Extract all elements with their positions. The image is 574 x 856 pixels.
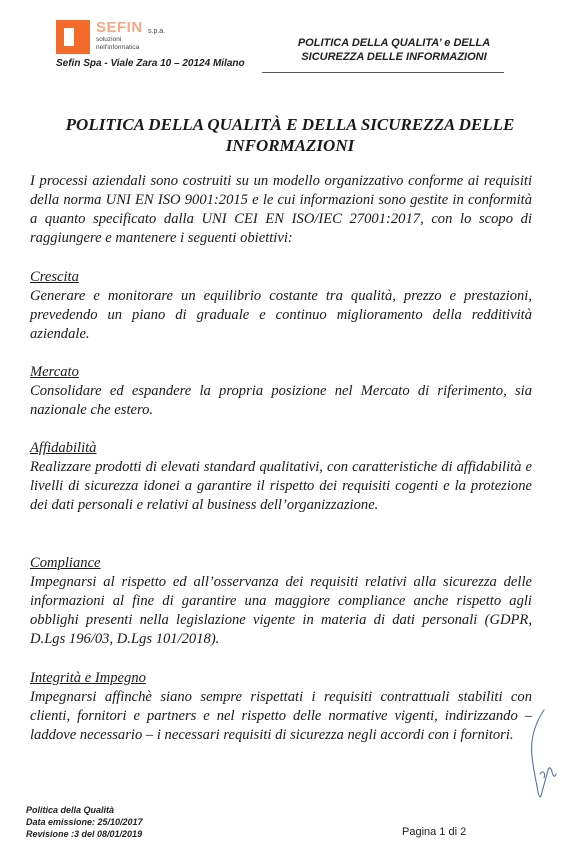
header-divider bbox=[262, 72, 504, 73]
section-heading: Mercato bbox=[30, 364, 79, 380]
page-title bbox=[40, 114, 540, 156]
header-title-line-2: SICUREZZA DELLE INFORMAZIONI bbox=[301, 51, 487, 63]
objective-section-crescita bbox=[30, 268, 532, 344]
footer-issue-date: Data emissione: 25/10/2017 bbox=[26, 817, 143, 827]
section-body: Impegnarsi al rispetto ed all’osservanza dei requisiti relativi alla sicurezza delle informazioni al fine di garantire una maggiore compliance anche rispetto agli obblighi presenti nella legislazione vigente in materia di dati personali (GDPR, D.Lgs 196/03, D.Lgs 101/2018). bbox=[30, 574, 532, 647]
page-title-line-1: POLITICA DELLA QUALITÀ E DELLA SICUREZZA DELLE bbox=[65, 115, 515, 134]
objective-section-integrita bbox=[30, 669, 532, 745]
section-body: Generare e monitorare un equilibrio costante tra qualità, prezzo e prestazioni, prevedendo un piano di graduale e continuo miglioramento della redditività aziendale. bbox=[30, 288, 532, 342]
document-footer-info bbox=[26, 804, 143, 840]
company-address: Sefin Spa - Viale Zara 10 – 20124 Milano bbox=[56, 58, 245, 69]
company-logo-mark bbox=[56, 20, 90, 54]
objective-section-compliance bbox=[30, 554, 532, 649]
intro-paragraph: I processi aziendali sono costruiti su un modello organizzativo conforme ai requisiti della norma UNI EN ISO 9001:2015 e le cui informazioni sono gestite in conformità a quanto specificato dalla UNI CEI EN ISO/IEC 27001:2017, con lo scopo di raggiungere e mantenere i seguenti obiettivi: bbox=[30, 173, 532, 246]
objective-section-affidabilita bbox=[30, 439, 532, 515]
page-number: Pagina 1 di 2 bbox=[402, 826, 467, 838]
page-title-line-2: INFORMAZIONI bbox=[225, 136, 355, 155]
objective-section-mercato bbox=[30, 363, 532, 420]
company-logo-spa: s.p.a. bbox=[148, 28, 166, 35]
section-heading: Compliance bbox=[30, 555, 101, 571]
header-title-line-1: POLITICA DELLA QUALITA’ e DELLA bbox=[297, 37, 491, 49]
company-logo-tagline-1: soluzioni bbox=[96, 36, 122, 43]
header-title bbox=[264, 36, 524, 64]
company-logo-tagline-2: nell'informatica bbox=[96, 44, 140, 51]
company-logo-name: SEFIN bbox=[96, 19, 143, 36]
footer-revision: Revisione :3 del 08/01/2019 bbox=[26, 829, 143, 839]
footer-doc-name: Politica della Qualità bbox=[26, 805, 115, 815]
section-body: Realizzare prodotti di elevati standard qualitativi, con caratteristiche di affidabilità e livelli di sicurezza idonei a garantire il rispetto dei requisiti cogenti e la protezione dei dati personali e relativi al business dell’organizzazione. bbox=[30, 459, 532, 513]
section-body: Impegnarsi affinchè siano sempre rispettati i requisiti contrattuali stabiliti con clienti, fornitori e partners e nel rispetto delle normative vigenti, indirizzando – laddove necessario – i necessari requisiti di sicurezza negli accordi con i fornitori. bbox=[30, 689, 532, 743]
handwritten-signature bbox=[522, 708, 558, 800]
section-heading: Affidabilità bbox=[30, 440, 97, 456]
section-heading: Crescita bbox=[30, 269, 79, 285]
section-body: Consolidare ed espandere la propria posizione nel Mercato di riferimento, sia nazionale che estero. bbox=[30, 383, 532, 418]
section-heading: Integrità e Impegno bbox=[30, 670, 146, 686]
